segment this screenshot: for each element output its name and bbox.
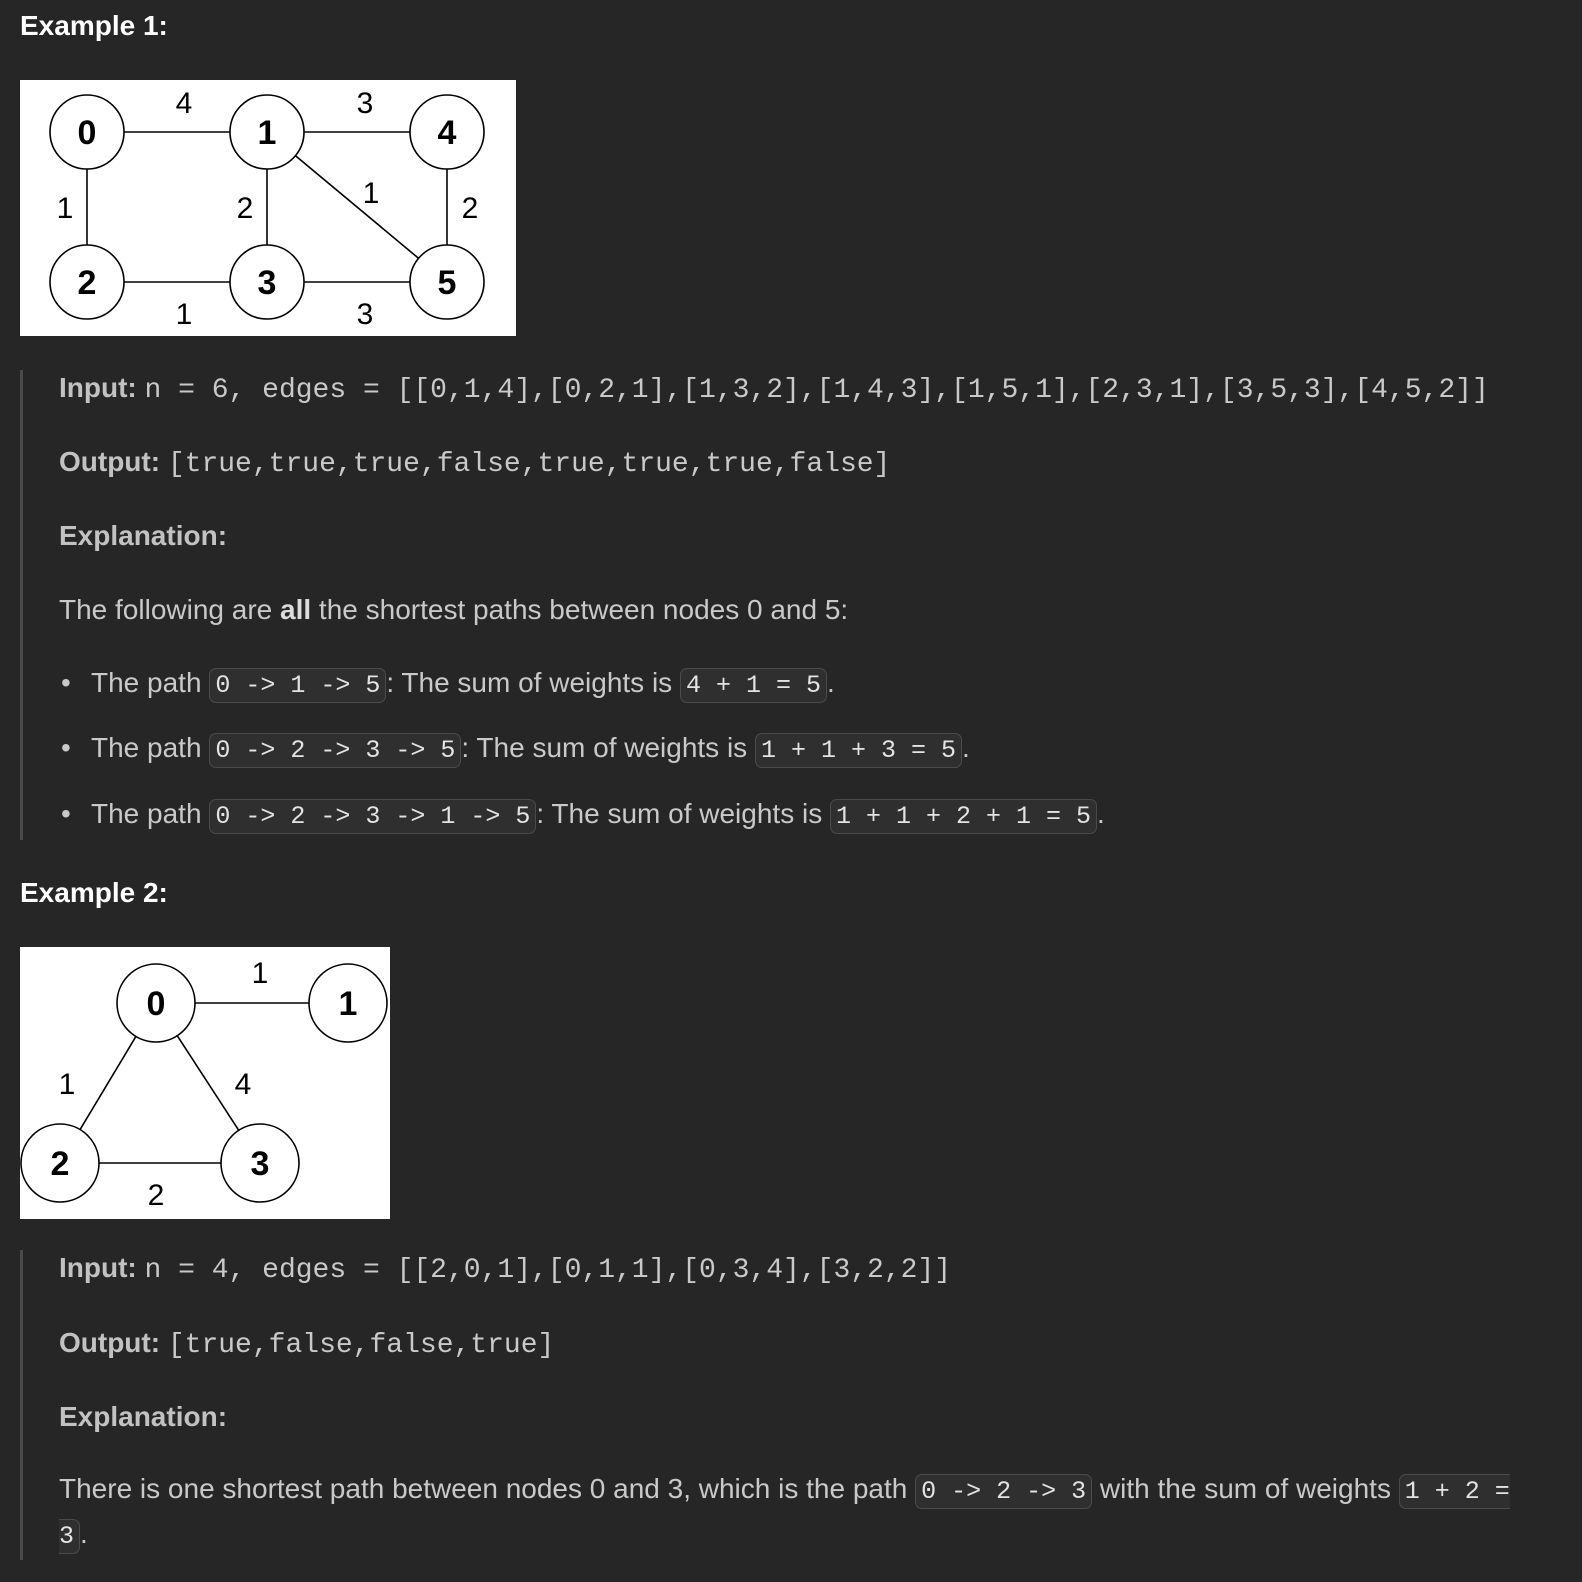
- example-1-input: [59, 370, 1489, 409]
- path-code: 0 -> 1 -> 5: [209, 668, 386, 703]
- edge-weight: 1: [56, 192, 74, 225]
- input-label: Input:: [59, 1252, 137, 1283]
- edge-weight: 2: [461, 192, 479, 225]
- example-2-output: [59, 1325, 554, 1364]
- node-label: 3: [257, 264, 277, 302]
- path-code: 0 -> 2 -> 3 -> 5: [209, 733, 461, 768]
- input-value: n = 4, edges = [[2,0,1],[0,1,1],[0,3,4],[3,2,2]]: [144, 1255, 952, 1286]
- path-suffix: .: [1097, 798, 1105, 829]
- node-label: 3: [250, 1145, 270, 1183]
- output-label: Output:: [59, 446, 161, 477]
- explanation-label: Explanation:: [59, 520, 228, 551]
- node-label: 0: [146, 985, 166, 1023]
- path-suffix: .: [962, 732, 970, 763]
- sum-code: 1 + 1 + 3 = 5: [755, 733, 962, 768]
- edge-weight: 3: [356, 87, 374, 120]
- edge-weight: 1: [58, 1068, 76, 1101]
- node-label: 1: [338, 985, 358, 1023]
- example-2-heading: Example 2:: [20, 877, 168, 908]
- example-1-block: [20, 370, 1582, 840]
- path-prefix: The path: [91, 667, 210, 698]
- path-code: 0 -> 2 -> 3 -> 1 -> 5: [209, 799, 536, 834]
- path-middle: : The sum of weights is: [386, 667, 680, 698]
- example-1-explanation-label: [59, 518, 227, 554]
- path-code: 0 -> 2 -> 3: [915, 1474, 1092, 1509]
- path-prefix: The path: [91, 732, 210, 763]
- edge-weight: 2: [147, 1179, 165, 1212]
- output-value: [true,true,true,false,true,true,true,false]: [167, 449, 891, 480]
- example-2-graph: [20, 947, 390, 1219]
- edge-weight: 4: [175, 87, 193, 120]
- node-label: 2: [50, 1145, 70, 1183]
- output-label: Output:: [59, 1327, 161, 1358]
- path-prefix: The path: [91, 798, 210, 829]
- edge-weight: 4: [234, 1068, 252, 1101]
- node-label: 2: [77, 264, 97, 302]
- example-2-block: [20, 1250, 1582, 1560]
- node-label: 4: [437, 114, 457, 152]
- example-1-graph-svg: [20, 80, 516, 336]
- list-item: [91, 665, 835, 704]
- example-2-explanation-label: [59, 1399, 227, 1435]
- path-middle: : The sum of weights is: [461, 732, 755, 763]
- node-label: 1: [257, 114, 277, 152]
- input-value: n = 6, edges = [[0,1,4],[0,2,1],[1,3,2],[1,4,3],[1,5,1],[2,3,1],[3,5,3],[4,5,2]]: [144, 375, 1489, 406]
- edge-weight: 3: [356, 298, 374, 331]
- path-suffix: .: [826, 667, 835, 698]
- example-2-input: [59, 1250, 951, 1289]
- example-1-output: [59, 444, 890, 483]
- node-label: 5: [437, 264, 457, 302]
- edge-weight: 1: [175, 298, 193, 331]
- edge-weight: 1: [362, 177, 380, 210]
- example-2-explanation-text: [59, 1468, 1548, 1558]
- example-1-explanation-text: [59, 592, 848, 628]
- list-item: [91, 730, 970, 769]
- example-1-graph: [20, 80, 516, 336]
- input-label: Input:: [59, 372, 137, 403]
- explanation-text: The following are: [59, 594, 281, 625]
- node-label: 0: [77, 114, 97, 152]
- explanation-text: with the sum of weights: [1092, 1473, 1399, 1504]
- explanation-text: There is one shortest path between nodes 0 and 3, which is the path: [59, 1473, 916, 1504]
- edge-weight: 1: [251, 957, 269, 990]
- sum-code: 4 + 1 = 5: [680, 668, 827, 703]
- example-2-graph-svg: [20, 947, 390, 1219]
- edge-weight: 2: [236, 192, 254, 225]
- path-middle: : The sum of weights is: [536, 798, 830, 829]
- sum-code: 1 + 1 + 2 + 1 = 5: [830, 799, 1097, 834]
- example-1-heading: Example 1:: [20, 10, 168, 41]
- explanation-label: Explanation:: [59, 1401, 228, 1432]
- list-item: [91, 796, 1105, 835]
- output-value: [true,false,false,true]: [167, 1330, 555, 1361]
- sum-code: 1 + 2 = 3: [59, 1474, 1510, 1554]
- explanation-text: the shortest paths between nodes 0 and 5:: [311, 594, 849, 625]
- explanation-emphasis: all: [280, 594, 312, 625]
- explanation-text: .: [80, 1518, 88, 1549]
